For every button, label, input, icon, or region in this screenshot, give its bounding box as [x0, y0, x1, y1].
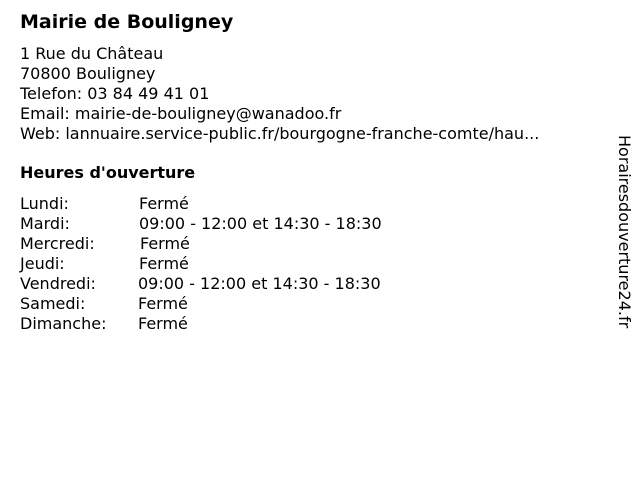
time-value: Fermé: [139, 194, 189, 213]
time-value: Fermé: [140, 234, 190, 253]
contact-info: [20, 44, 539, 144]
time-value: Fermé: [138, 294, 188, 313]
web-text: Web: lannuaire.service-public.fr/bourgogne-franche-comte/hau...: [20, 124, 540, 143]
email-text: Email: mairie-de-bouligney@wanadoo.fr: [20, 104, 342, 123]
day-label: Jeudi:: [20, 254, 65, 273]
time-value: 09:00 - 12:00 et 14:30 - 18:30: [139, 214, 382, 233]
day-label: Mercredi:: [20, 234, 95, 253]
address-city: 70800 Bouligney: [20, 64, 156, 83]
page-title: Mairie de Bouligney: [20, 11, 234, 33]
phone-text: Telefon: 03 84 49 41 01: [20, 84, 210, 103]
time-value: Fermé: [139, 254, 189, 273]
time-value: 09:00 - 12:00 et 14:30 - 18:30: [138, 274, 381, 293]
day-label: Dimanche:: [20, 314, 107, 333]
time-value: Fermé: [138, 314, 188, 333]
site-watermark: Horairesdouverture24.fr: [615, 135, 634, 329]
day-label: Samedi:: [20, 294, 86, 313]
day-label: Mardi:: [20, 214, 70, 233]
day-label: Lundi:: [20, 194, 69, 213]
day-label: Vendredi:: [20, 274, 96, 293]
hours-heading: Heures d'ouverture: [20, 163, 196, 182]
address-street: 1 Rue du Château: [20, 44, 164, 63]
